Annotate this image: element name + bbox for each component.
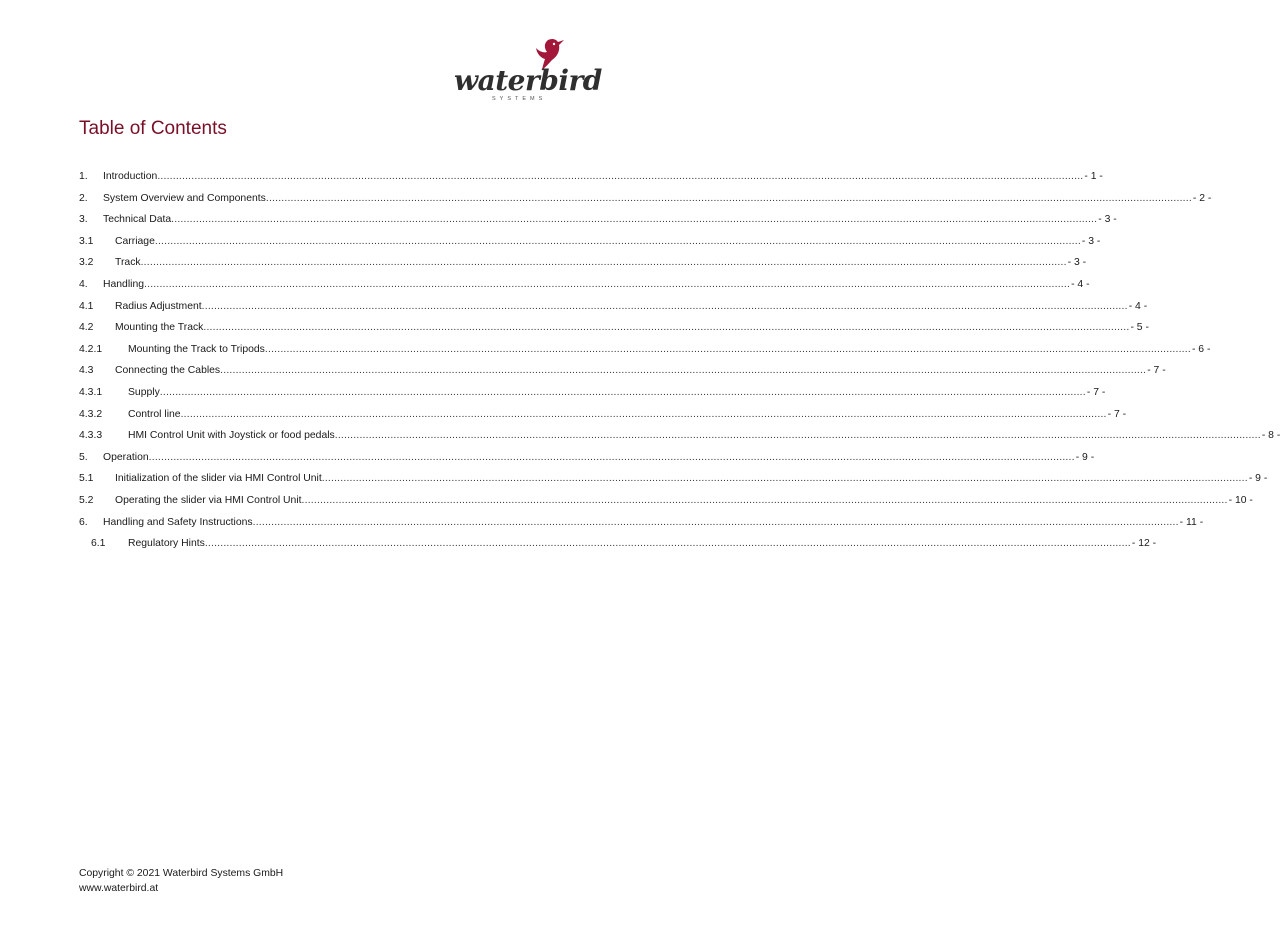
- toc-dot-leader: ............................................................................................................................................................................................................................................................................................................: [321, 473, 1248, 485]
- table-of-contents: [79, 166, 1280, 555]
- toc-entry-number: 4.2.1: [79, 343, 103, 355]
- toc-entry-title: Radius Adjustment: [115, 300, 202, 312]
- toc-entry-number: 4.: [79, 278, 88, 290]
- toc-entry-title: HMI Control Unit with Joystick or food pedals: [128, 430, 335, 442]
- toc-entry-page: - 7 -: [1147, 365, 1166, 377]
- toc-entry-page: - 7 -: [1107, 408, 1127, 420]
- toc-entry-number: 4.2: [79, 322, 94, 334]
- toc-dot-leader: ............................................................................................................................................................................................................................................................................................................: [201, 300, 1128, 312]
- toc-dot-leader: ............................................................................................................................................................................................................................................................................................................: [140, 257, 1067, 269]
- toc-entry-page: - 4 -: [1128, 300, 1148, 312]
- toc-dot-leader: ............................................................................................................................................................................................................................................................................................................: [220, 365, 1147, 377]
- toc-entry-number: 4.3.2: [79, 408, 103, 420]
- toc-entry-title: Regulatory Hints: [128, 538, 205, 550]
- toc-entry-number: 6.1: [91, 538, 106, 550]
- toc-entry-number: 5.2: [79, 494, 94, 506]
- toc-entry-page: - 9 -: [1248, 473, 1268, 485]
- toc-entry-number: 4.1: [79, 300, 94, 312]
- toc-dot-leader: ............................................................................................................................................................................................................................................................................................................: [157, 171, 1084, 182]
- toc-entry[interactable]: [79, 490, 1253, 512]
- toc-entry-title: Technical Data: [103, 214, 172, 226]
- toc-entry[interactable]: [79, 317, 1149, 339]
- toc-entry-title: Mounting the Track to Tripods: [128, 343, 265, 355]
- toc-entry-title: Handling and Safety Instructions: [103, 516, 253, 528]
- toc-entry-page: - 9 -: [1075, 451, 1095, 463]
- toc-entry[interactable]: [79, 512, 1204, 534]
- toc-entry-number: 1.: [79, 171, 88, 182]
- footer: [79, 866, 283, 896]
- toc-dot-leader: ............................................................................................................................................................................................................................................................................................................: [264, 343, 1191, 355]
- toc-entry-page: - 10 -: [1228, 494, 1253, 506]
- toc-dot-leader: ............................................................................................................................................................................................................................................................................................................: [144, 278, 1071, 290]
- toc-dot-leader: ............................................................................................................................................................................................................................................................................................................: [204, 538, 1131, 550]
- toc-entry[interactable]: [79, 339, 1211, 361]
- toc-entry-page: - 12 -: [1131, 538, 1157, 550]
- toc-entry[interactable]: [79, 468, 1268, 490]
- toc-entry-title: Control line: [128, 408, 181, 420]
- toc-entry-title: Mounting the Track: [115, 322, 204, 334]
- toc-entry-title: Introduction: [103, 171, 158, 182]
- copyright-text: Copyright © 2021 Waterbird Systems GmbH: [79, 868, 284, 879]
- toc-entry-number: 3.: [79, 214, 88, 226]
- toc-entry[interactable]: [79, 188, 1212, 210]
- toc-entry-page: - 3 -: [1081, 235, 1101, 247]
- toc-entry[interactable]: [79, 274, 1090, 296]
- logo-tagline: SYSTEMS: [492, 96, 547, 102]
- toc-entry-number: 4.3.1: [79, 386, 103, 398]
- company-logo: [450, 36, 602, 108]
- toc-entry-page: - 8 -: [1261, 430, 1280, 442]
- toc-entry-title: Connecting the Cables: [115, 365, 221, 377]
- website-link[interactable]: www.waterbird.at: [79, 883, 159, 894]
- toc-entry-title: Initialization of the slider via HMI Control Unit: [115, 473, 322, 485]
- toc-entry-number: 4.3: [79, 365, 94, 377]
- toc-entry-number: 3.1: [79, 235, 94, 247]
- toc-entry[interactable]: [79, 360, 1166, 382]
- toc-dot-leader: ............................................................................................................................................................................................................................................................................................................: [180, 408, 1107, 420]
- toc-entry[interactable]: [79, 425, 1280, 447]
- toc-entry-page: - 3 -: [1067, 257, 1087, 269]
- toc-entry-page: - 4 -: [1071, 278, 1090, 290]
- toc-dot-leader: ............................................................................................................................................................................................................................................................................................................: [203, 322, 1130, 334]
- toc-entry[interactable]: [79, 231, 1101, 253]
- toc-entry-title: Carriage: [115, 235, 155, 247]
- page-title: Table of Contents: [79, 118, 227, 139]
- toc-dot-leader: ............................................................................................................................................................................................................................................................................................................: [171, 214, 1098, 226]
- toc-entry[interactable]: [79, 533, 1157, 555]
- toc-entry-number: 3.2: [79, 257, 94, 269]
- toc-dot-leader: ............................................................................................................................................................................................................................................................................................................: [154, 235, 1081, 247]
- toc-dot-leader: ............................................................................................................................................................................................................................................................................................................: [301, 494, 1228, 506]
- toc-entry-page: - 11 -: [1179, 516, 1204, 528]
- toc-entry-title: Handling: [103, 278, 145, 290]
- toc-dot-leader: ............................................................................................................................................................................................................................................................................................................: [265, 192, 1192, 204]
- toc-dot-leader: ............................................................................................................................................................................................................................................................................................................: [159, 386, 1086, 398]
- toc-entry-page: - 1 -: [1084, 171, 1103, 182]
- toc-entry[interactable]: [79, 382, 1106, 404]
- toc-entry[interactable]: [79, 209, 1117, 231]
- toc-entry-number: 5.: [79, 451, 88, 463]
- toc-entry-number: 5.1: [79, 473, 94, 485]
- toc-entry-number: 4.3.3: [79, 430, 103, 442]
- toc-dot-leader: ............................................................................................................................................................................................................................................................................................................: [334, 430, 1261, 442]
- toc-dot-leader: ............................................................................................................................................................................................................................................................................................................: [148, 451, 1075, 463]
- toc-entry-page: - 3 -: [1098, 214, 1117, 226]
- toc-entry-title: Operating the slider via HMI Control Unit: [115, 494, 302, 506]
- toc-entry-title: Supply: [128, 386, 160, 398]
- toc-entry-page: - 5 -: [1130, 322, 1149, 334]
- toc-entry-title: Track: [115, 257, 141, 269]
- toc-entry[interactable]: [79, 404, 1127, 426]
- toc-entry-number: 6.: [79, 516, 88, 528]
- logo-wordmark: waterbird: [454, 64, 602, 97]
- toc-entry[interactable]: [79, 447, 1095, 469]
- toc-entry-page: - 2 -: [1192, 192, 1212, 204]
- toc-entry-page: - 7 -: [1086, 386, 1106, 398]
- toc-entry[interactable]: [79, 296, 1148, 318]
- toc-entry-page: - 6 -: [1191, 343, 1211, 355]
- toc-dot-leader: ............................................................................................................................................................................................................................................................................................................: [252, 516, 1179, 528]
- toc-entry-title: System Overview and Components: [103, 192, 266, 204]
- toc-entry-title: Operation: [103, 451, 149, 463]
- toc-entry[interactable]: [79, 166, 1103, 188]
- toc-entry[interactable]: [79, 252, 1087, 274]
- toc-entry-number: 2.: [79, 192, 88, 204]
